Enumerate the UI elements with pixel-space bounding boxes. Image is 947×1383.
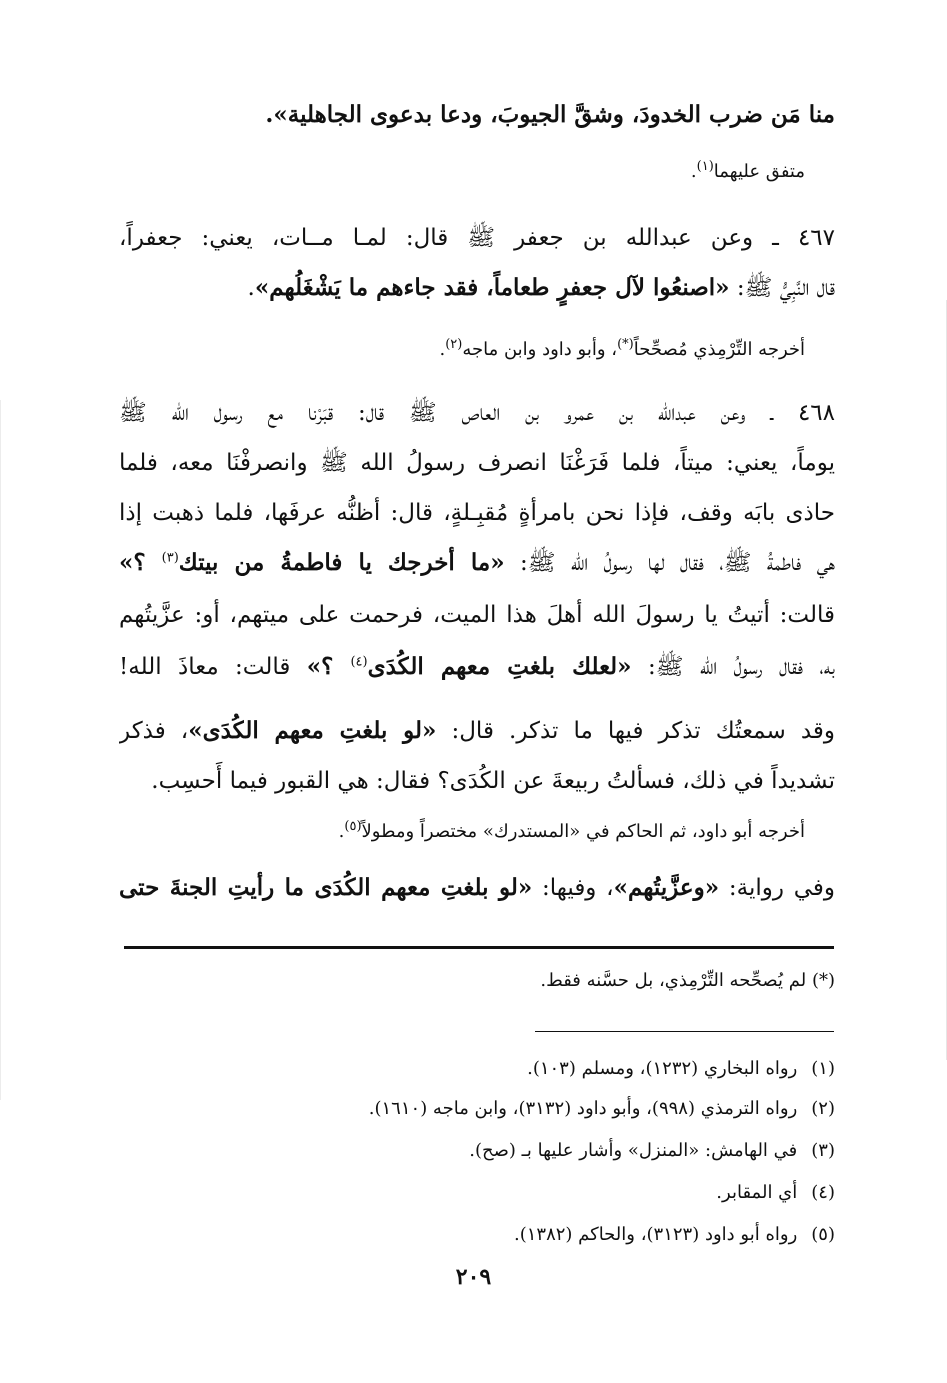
footnote (119, 1136, 835, 1166)
footnote (119, 1054, 835, 1084)
source-line: أخرجه أبو داود، ثم الحاكم في «المستدرك» مختصراً ومطولاً$^{(٥)}$. (338, 819, 805, 842)
footnote-number: (١) (811, 1058, 835, 1079)
footnote-number: (٢) (811, 1098, 835, 1119)
hadith-468-line: تشديداً في ذلك، فسألتُ ربيعةَ عن الكُدَى؟ فقال: هي القبور فيما أَحسِب. (151, 768, 835, 794)
footnote-number: (٤) (811, 1182, 835, 1203)
text-line: منا مَن ضرب الخدودَ، وشقَّ الجيوبَ، ودعا بدعوى الجاهلية». (265, 101, 835, 128)
footnote-ref[interactable]: (٥) (344, 819, 362, 834)
footnote-ref[interactable]: (١) (696, 159, 714, 174)
hadith-468-line: ٤٦٨ ـ وعن عبدالله بن عمرو بن العاص ﷺ قال: قبَرْنا مع رسول الله ﷺ (119, 400, 835, 426)
footnote-text: رواه البخاري (١٢٣٢)، ومسلم (١٠٣). (527, 1058, 798, 1079)
footnote-text: في الهامش: «المنزل» وأشار عليها بـ (صح). (469, 1140, 798, 1161)
footnote-ref[interactable]: (٢) (445, 337, 463, 352)
footnote-number: (٥) (811, 1224, 835, 1245)
footnote-divider (535, 1031, 834, 1032)
hadith-468-line: حاذى بابَه وقف، فإذا نحن بامرأةٍ مُقبِـلةٍ، قال: أظنُّه عرفَها، فلما ذهبت إذا (119, 500, 835, 526)
footnote (119, 1220, 835, 1250)
star-note: (*) لم يُصحِّحه التِّرْمِذي، بل حسَّنه فقط. (540, 970, 835, 991)
footnote-number: (٣) (811, 1140, 835, 1161)
page-number: ٢٠٩ (455, 1264, 492, 1290)
footnote-separator (124, 946, 834, 949)
hadith-468-line: هي فاطمةُ ﷺ، فقال لها رسولُ الله ﷺ: «ما أخرجك يا فاطمةُ من بيتك$^{(٣)}$ ؟» (119, 549, 835, 576)
star-ref[interactable]: (*) (617, 337, 634, 352)
footnote (119, 1094, 835, 1124)
footnote-text: رواه الترمذي (٩٩٨)، وأبو داود (٣١٣٢)، وابن ماجه (١٦١٠). (368, 1098, 798, 1119)
page-edge (0, 400, 1, 1100)
footnote (119, 1178, 835, 1208)
hadith-468-line: وقد سمعتُك تذكر فيها ما تذكر. قال: «لو بلغتِ معهم الكُدَى»، فذكر (119, 717, 835, 744)
hadith-468-line: يوماً، يعني: ميتاً، فلما فَرَغْنَا انصرف رسولُ الله ﷺ وانصرفْنَا معه، فلما (119, 450, 835, 476)
hadith-467-line: ٤٦٧ ـ وعن عبدالله بن جعفر ﷺ قال: لمـا مــات، يعني: جعفراً، (119, 225, 835, 251)
footnote-ref[interactable]: (٤) (350, 654, 368, 670)
hadith-468-line: قالت: أتيتُ يا رسولَ الله أهلَ هذا الميت، فرحمت على ميتهم، أو: عزَّيتُهم (119, 602, 835, 628)
hadith-468-line: به، فقال رسولُ الله ﷺ: «لعلك بلغتِ معهم الكُدَى$^{(٤)}$ ؟» قالت: معاذَ الله! (119, 653, 835, 680)
footnote-text: رواه أبو داود (٣١٢٣)، والحاكم (١٣٨٢). (513, 1224, 798, 1245)
source-line: أخرجه التِّرْمِذي مُصحِّحاً(*)، وأبو داود وابن ماجه$^{(٢)}$. (439, 337, 805, 360)
hadith-467-line: قال النَّبِيُّ ﷺ: «اصنعُوا لآل جعفرٍ طعاماً، فقد جاءهم ما يَشْغَلُهم». (247, 274, 835, 301)
source-line: متفق عليهما$^{(١)}$. (690, 159, 805, 182)
footnote-text: أي المقابر. (716, 1182, 798, 1203)
footnote-ref[interactable]: (٣) (161, 550, 179, 566)
narration-line: وفي رواية: «وعزَّيتُهم»، وفيها: «لو بلغتِ معهم الكُدَى ما رأيتِ الجنةَ حتى (119, 874, 835, 901)
